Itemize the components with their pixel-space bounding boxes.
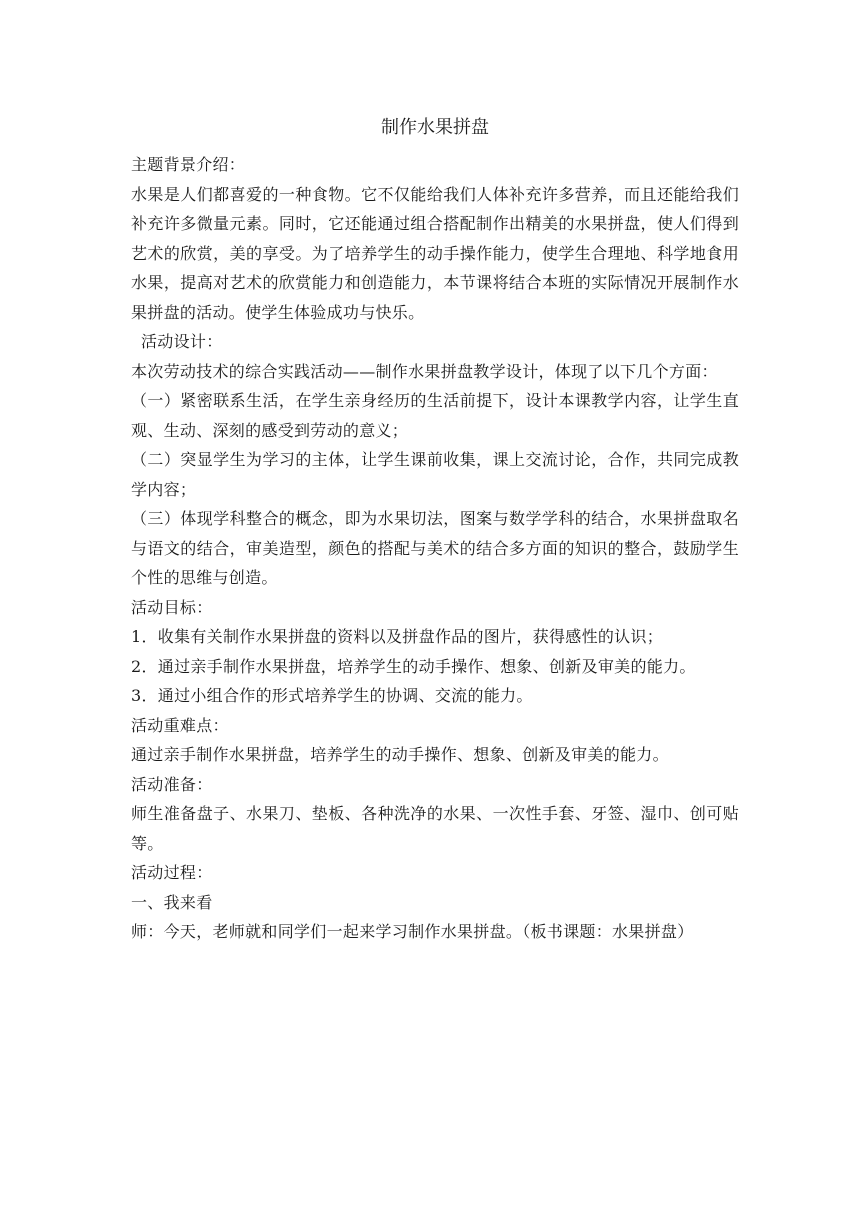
paragraph-teacher-intro: 师：今天，老师就和同学们一起来学习制作水果拼盘。（板书课题：水果拼盘） — [131, 922, 694, 941]
goal-item-2: 2．通过亲手制作水果拼盘，培养学生的动手操作、想象、创新及审美的能力。 — [131, 656, 696, 676]
section-heading-preparation: 活动准备： — [131, 774, 213, 794]
section-heading-goals: 活动目标： — [131, 597, 213, 617]
document-page — [131, 110, 739, 947]
paragraph-design-intro: 本次劳动技术的综合实践活动——制作水果拼盘教学设计，体现了以下几个方面： — [131, 361, 718, 381]
goal-item-1: 1．收集有关制作水果拼盘的资料以及拼盘作品的图片，获得感性的认识； — [131, 627, 664, 646]
paragraph-design-point-2: （二）突显学生为学习的主体，让学生课前收集，课上交流讨论，合作，共同完成教学内容； — [131, 450, 739, 499]
section-heading-background: 主题背景介绍： — [131, 155, 246, 174]
paragraph-design-point-3: （三）体现学科整合的概念，即为水果切法，图案与数学学科的结合，水果拼盘取名与语文的结合，审美造型，颜色的搭配与美术的结合多方面的知识的整合，鼓励学生个性的思维与创造。 — [131, 509, 739, 587]
paragraph-key-points: 通过亲手制作水果拼盘，培养学生的动手操作、想象、创新及审美的能力。 — [131, 745, 669, 764]
goal-item-3: 3．通过小组合作的形式培养学生的协调、交流的能力。 — [131, 686, 533, 705]
paragraph-preparation: 师生准备盘子、水果刀、垫板、各种洗净的水果、一次性手套、牙签、湿巾、创可贴等。 — [131, 804, 739, 853]
section-heading-key-points: 活动重难点： — [131, 715, 229, 735]
section-heading-design: 活动设计： — [141, 332, 223, 351]
paragraph-background: 水果是人们都喜爱的一种食物。它不仅能给我们人体补充许多营养，而且还能给我们补充许多微量元素。同时，它还能通过组合搭配制作出精美的水果拼盘，使人们得到艺术的欣赏，美的享受。为了培养学生的动手操作能力，使学生合理地、科学地食用水果，提高对艺术的欣赏能力和创造能力，本节课将结合本班的实际情况开展制作水果拼盘的活动。使学生体验成功与快乐。 — [131, 184, 739, 322]
section-heading-process: 活动过程： — [131, 863, 213, 882]
document-title: 制作水果拼盘 — [381, 117, 489, 138]
process-step-1: 一、我来看 — [131, 892, 213, 912]
paragraph-design-point-1: （一）紧密联系生活，在学生亲身经历的生活前提下，设计本课教学内容，让学生直观、生动、深刻的感受到劳动的意义； — [131, 391, 739, 440]
